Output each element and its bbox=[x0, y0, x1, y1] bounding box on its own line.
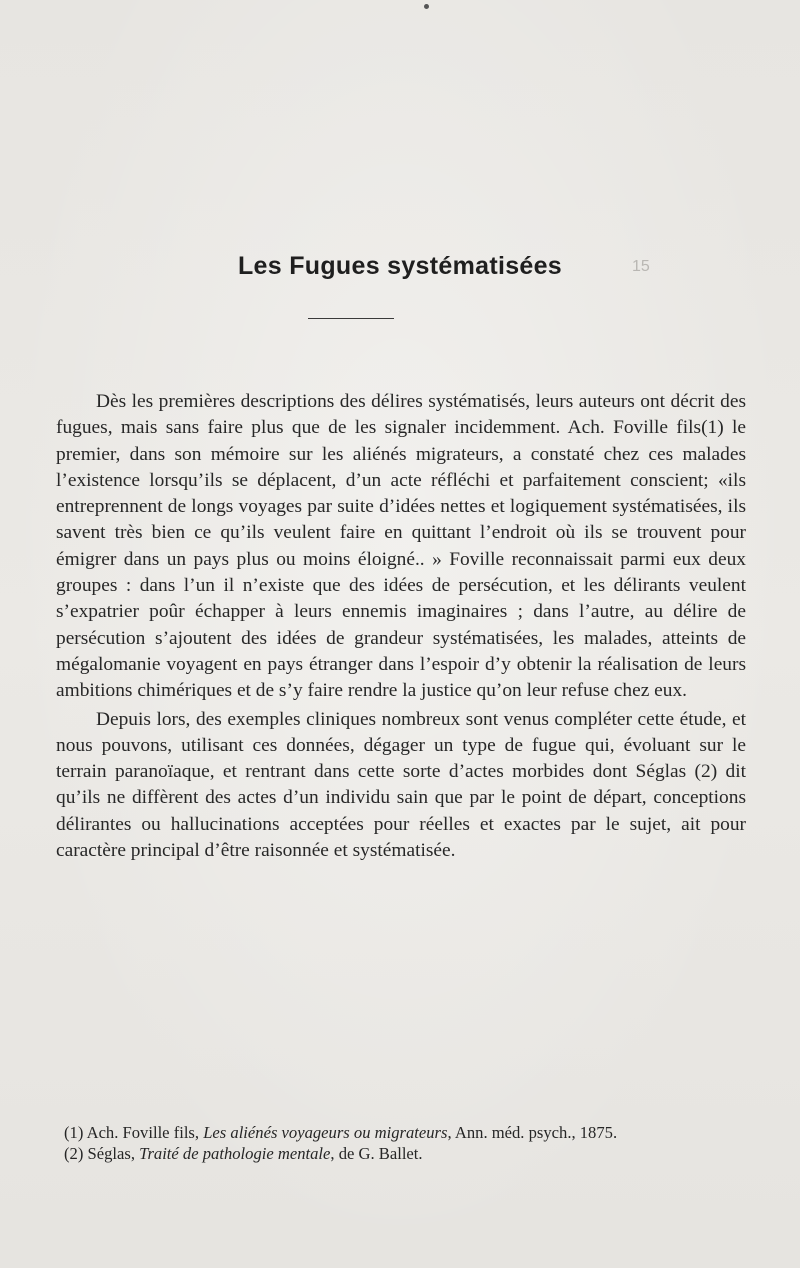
paragraph: Dès les premières descriptions des délires systématisés, leurs auteurs ont décrit des fugues, mais sans faire plus que de les signaler incidemment. Ach. Foville fils(1) le premier, dans son mémoire sur les aliénés migrateurs, a constaté chez ces malades l’existence lorsqu’ils se déplacent, d’un acte réfléchi et parfaitement conscient; «ils entreprennent de longs voyages par suite d’idées nettes et logiquement systématisées, ils savent très bien ce qu’ils veulent faire en quittant l’endroit où ils se trouvent pour émigrer dans un pays plus ou moins éloigné.. » Foville reconnaissait parmi eux deux groupes : dans l’un il n’existe que des idées de persécution, et les délirants veulent s’expatrier poûr échapper à leurs ennemis imaginaires ; dans l’autre, au délire de persécution s’ajoutent des idées de grandeur systématisées, les malades, atteints de mégalomanie voyagent en pays étranger dans l’espoir d’y obtenir la réalisation de leurs ambitions chimériques et de s’y faire rendre la justice qu’on leur refuse chez eux. bbox=[56, 391, 746, 702]
footnote-text: , de G. Ballet. bbox=[330, 1143, 423, 1163]
footnote-text: (1) Ach. Foville fils, bbox=[64, 1123, 204, 1142]
footnote bbox=[56, 1144, 746, 1165]
title-rule bbox=[308, 318, 394, 319]
footnote-work-title: Traité de pathologie mentale bbox=[139, 1143, 331, 1163]
paragraph: Depuis lors, des exemples cliniques nombreux sont venus compléter cette étude, et nous pouvons, utilisant ces données, dégager un type de fugue qui, évoluant sur le terrain paranoïaque, et rentrant dans cette sorte d’actes morbides dont Séglas (2) dit qu’ils ne diffèrent des actes d’un individu sain que par le point de départ, conceptions délirantes ou hallucinations acceptées pour réelles et exactes par le sujet, ait pour caractère principal d’être raisonnée et systématisée. bbox=[56, 708, 746, 862]
body-text bbox=[56, 389, 746, 864]
ink-dot bbox=[424, 4, 429, 9]
faint-page-mark: 15 bbox=[632, 258, 650, 275]
footnote bbox=[56, 1123, 746, 1144]
footnote-text: (2) Séglas, bbox=[64, 1143, 140, 1163]
footnote-work-title: Les aliénés voyageurs ou migrateurs bbox=[203, 1123, 448, 1142]
footnotes bbox=[56, 1123, 746, 1164]
chapter-title: Les Fugues systématisées bbox=[237, 252, 563, 280]
footnote-text: , Ann. méd. psych., 1875. bbox=[447, 1123, 618, 1142]
